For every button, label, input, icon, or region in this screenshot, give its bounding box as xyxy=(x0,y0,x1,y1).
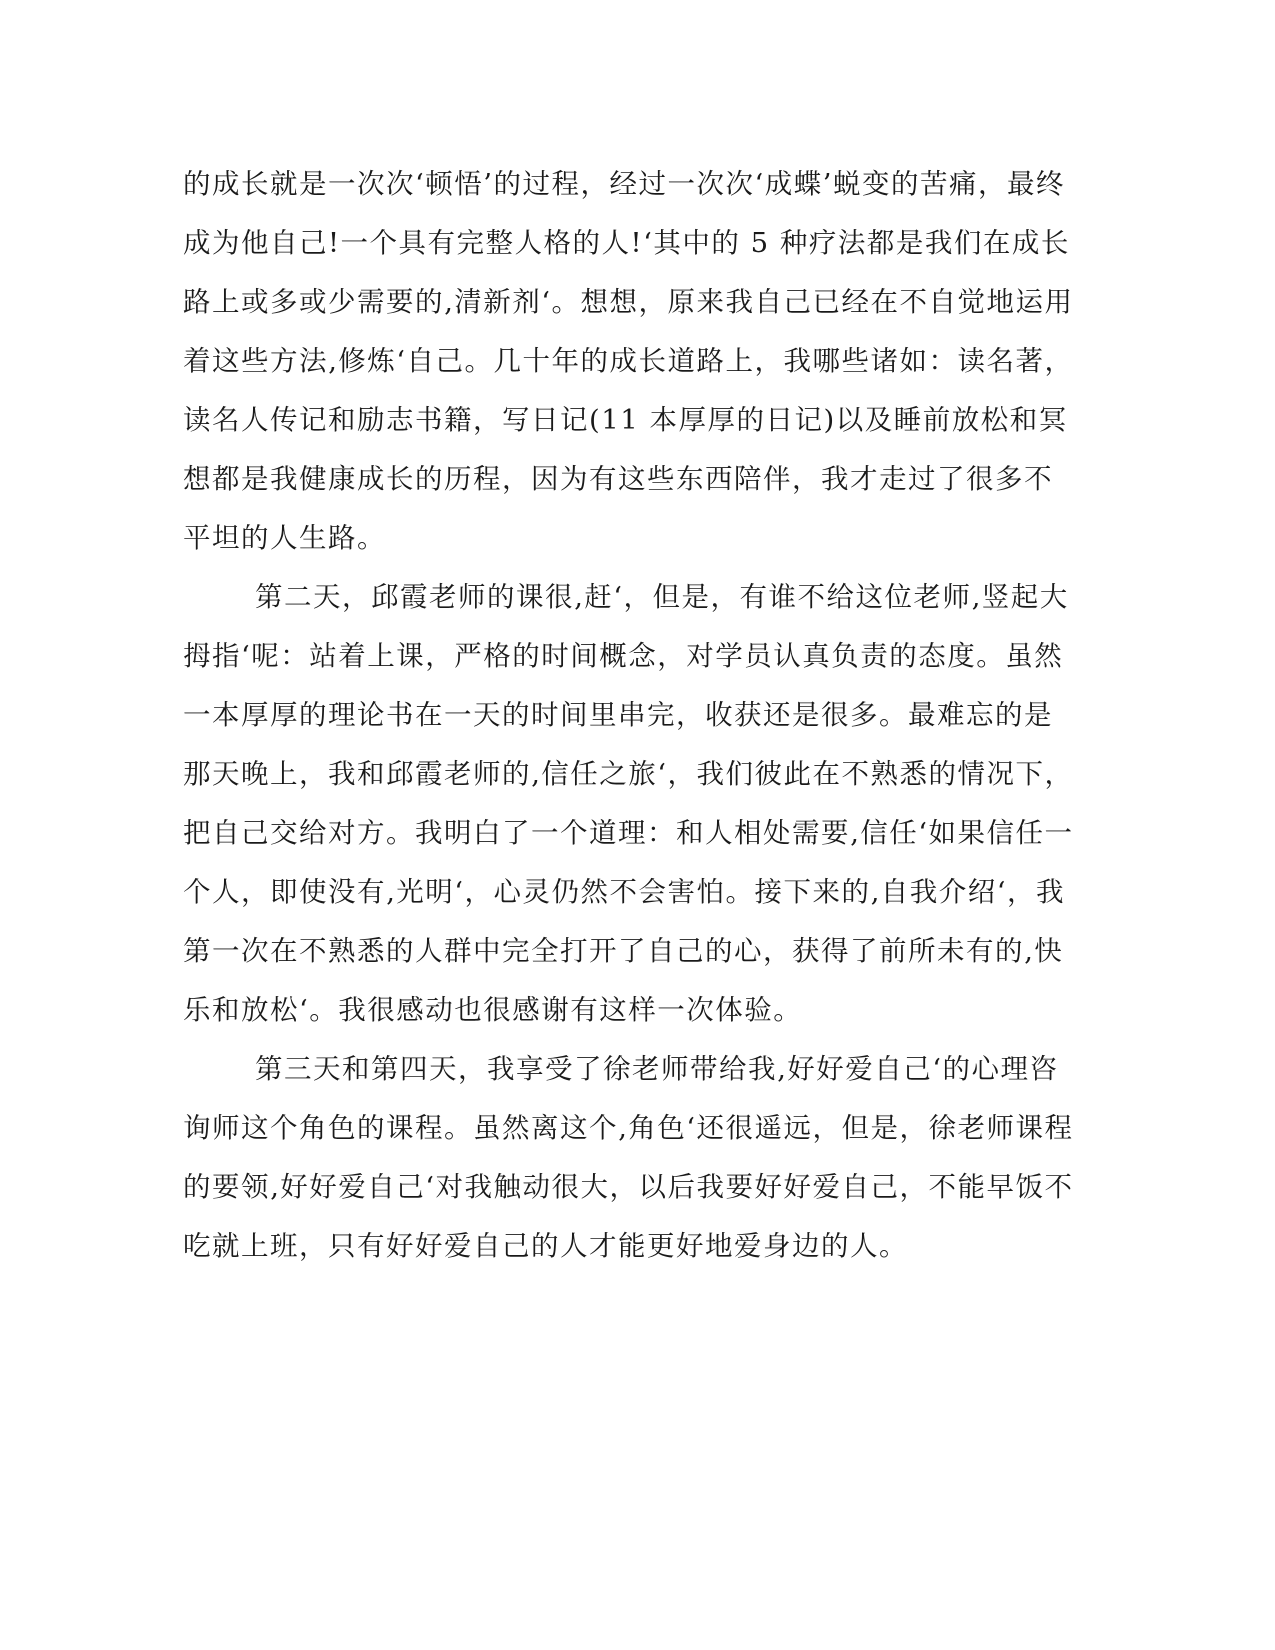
text-line: 的成长就是一次次‘顿悟’的过程，经过一次次‘成蝶’蜕变的苦痛，最终 xyxy=(183,168,1065,200)
text-line: 的要领‚好好爱自己‘对我触动很大，以后我要好好爱自己，不能早饭不 xyxy=(183,1171,1074,1203)
paragraph-2 xyxy=(183,568,1074,1040)
text-line: 拇指‘呢：站着上课，严格的时间概念，对学员认真负责的态度。虽然 xyxy=(183,640,1064,672)
text-line: 成为他自己!一个具有完整人格的人!‘其中的 5 种疗法都是我们在成长 xyxy=(183,227,1070,259)
paragraph-3 xyxy=(183,1040,1074,1276)
text-line: 把自己交给对方。我明白了一个道理：和人相处需要‚信任‘如果信任一 xyxy=(183,817,1074,849)
paragraph-1 xyxy=(183,155,1074,568)
text-line: 乐和放松‘。我很感动也很感谢有这样一次体验。 xyxy=(183,994,803,1026)
text-line: 询师这个角色的课程。虽然离这个‚角色‘还很遥远，但是，徐老师课程 xyxy=(183,1112,1074,1144)
text-line: 那天晚上，我和邱霞老师的‚信任之旅‘，我们彼此在不熟悉的情况下， xyxy=(183,758,1074,790)
text-line: 读名人传记和励志书籍，写日记(11 本厚厚的日记)以及睡前放松和冥 xyxy=(183,404,1068,436)
text-line: 第二天，邱霞老师的课很‚赶‘，但是，有谁不给这位老师‚竖起大 xyxy=(255,581,1069,613)
text-line: 第一次在不熟悉的人群中完全打开了自己的心，获得了前所未有的‚快 xyxy=(183,935,1064,967)
text-line: 吃就上班，只有好好爱自己的人才能更好地爱身边的人。 xyxy=(183,1230,908,1262)
text-line: 着这些方法‚修炼‘自己。几十年的成长道路上，我哪些诸如：读名著， xyxy=(183,345,1074,377)
text-line: 一本厚厚的理论书在一天的时间里串完，收获还是很多。最难忘的是 xyxy=(183,699,1053,731)
text-line: 平坦的人生路。 xyxy=(183,522,386,554)
text-line: 第三天和第四天，我享受了徐老师带给我‚好好爱自己‘的心理咨 xyxy=(255,1053,1059,1085)
document-body xyxy=(183,155,1074,1276)
text-line: 想都是我健康成长的历程，因为有这些东西陪伴，我才走过了很多不 xyxy=(183,463,1053,495)
text-line: 个人，即使没有‚光明‘，心灵仍然不会害怕。接下来的‚自我介绍‘，我 xyxy=(183,876,1065,908)
text-line: 路上或多或少需要的‚清新剂‘。想想，原来我自己已经在不自觉地运用 xyxy=(183,286,1074,318)
